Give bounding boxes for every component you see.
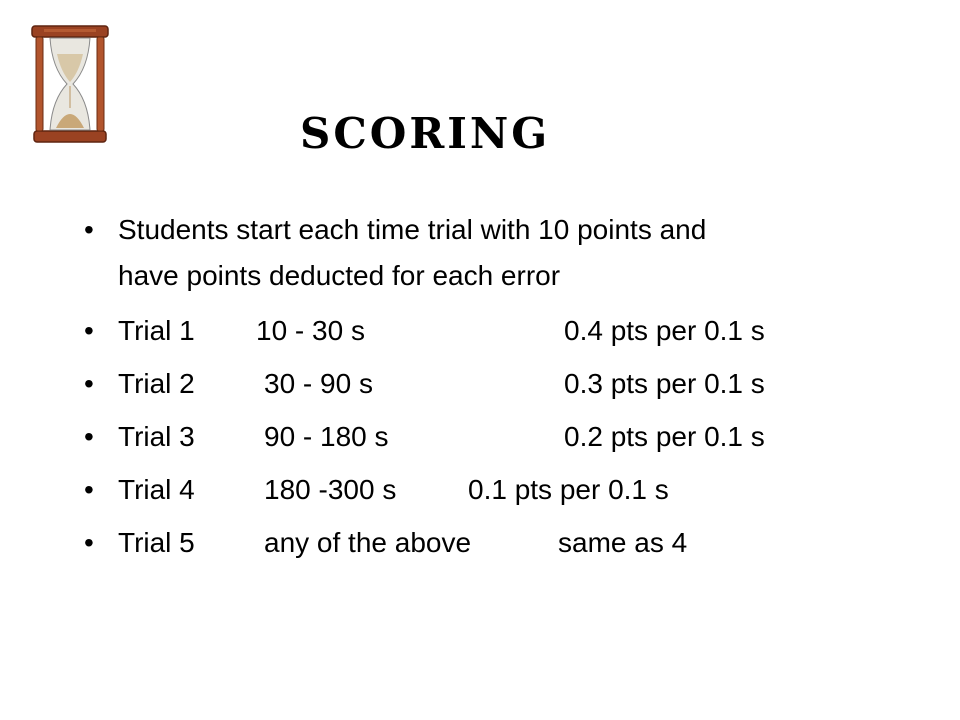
bullet-icon: • bbox=[84, 368, 94, 399]
trial-time-range: 30 - 90 s bbox=[264, 368, 373, 399]
bullet-icon: • bbox=[84, 421, 94, 452]
trial-time-range: 180 -300 s bbox=[264, 474, 397, 505]
trial-time-range: any of the above bbox=[264, 527, 472, 558]
trial-label: Trial 2 bbox=[118, 368, 195, 399]
trial-label: Trial 4 bbox=[118, 474, 195, 505]
trial-deduction: 0.3 pts per 0.1 s bbox=[564, 368, 765, 399]
page-title: scoring bbox=[300, 93, 551, 163]
trial-deduction: 0.1 pts per 0.1 s bbox=[468, 474, 669, 505]
trial-deduction: 0.4 pts per 0.1 s bbox=[564, 315, 765, 346]
trial-time-range: 90 - 180 s bbox=[264, 421, 389, 452]
trial-label: Trial 5 bbox=[118, 527, 195, 558]
intro-text-line-1: Students start each time trial with 10 points and bbox=[118, 214, 707, 245]
trial-time-range: 10 - 30 s bbox=[256, 315, 365, 346]
trial-deduction: same as 4 bbox=[558, 527, 688, 558]
trial-deduction: 0.2 pts per 0.1 s bbox=[564, 421, 765, 452]
bullet-icon: • bbox=[84, 527, 94, 558]
intro-text-line-2: have points deducted for each error bbox=[118, 260, 561, 291]
trial-label: Trial 1 bbox=[118, 315, 195, 346]
bullet-icon: • bbox=[84, 315, 94, 346]
trial-label: Trial 3 bbox=[118, 421, 195, 452]
bullet-icon: • bbox=[84, 474, 94, 505]
bullet-icon: • bbox=[84, 214, 94, 245]
